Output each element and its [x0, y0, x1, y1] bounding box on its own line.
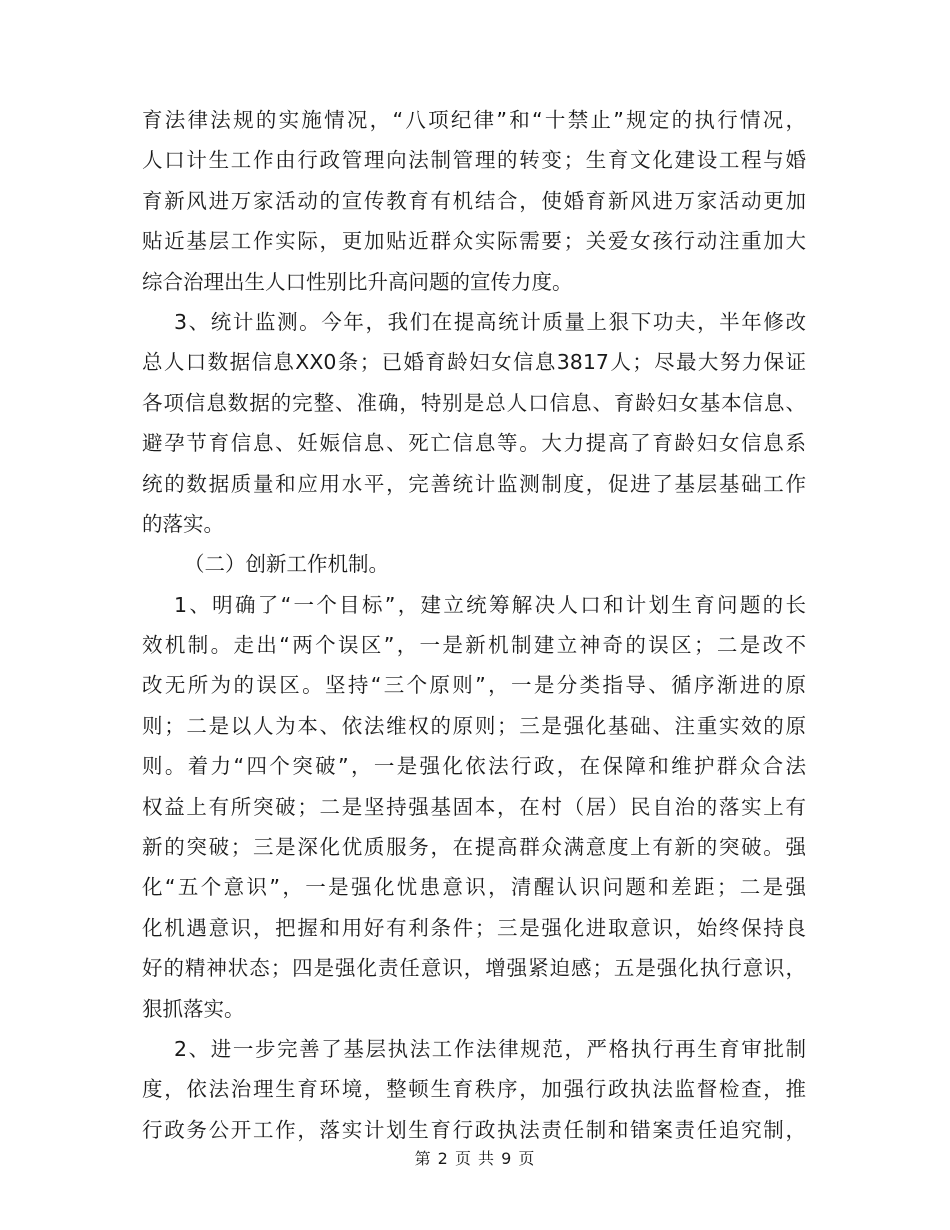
text-line: 贴近基层工作实际，更加贴近群众实际需要；关爱女孩行动注重加大 — [142, 229, 806, 254]
text-line: 化机遇意识，把握和用好有利条件；三是强化进取意识，始终保持良 — [142, 915, 806, 940]
text-line: 度，依法治理生育环境，整顿生育秩序，加强行政执法监督检查，推 — [142, 1077, 806, 1102]
text-line: 行政务公开工作，落实计划生育行政执法责任制和错案责任追究制， — [142, 1117, 806, 1142]
page-number-footer: 第 2 页 共 9 页 — [414, 1149, 536, 1168]
text-line: 效机制。走出“两个误区”，一是新机制建立神奇的误区；二是改不 — [142, 633, 806, 658]
paragraph-start-line: 2、进一步完善了基层执法工作法律规范，严格执行再生育审批制 — [174, 1036, 806, 1061]
text-line: 权益上有所突破；二是坚持强基固本，在村（居）民自治的落实上有 — [142, 794, 806, 819]
text-line: 人口计生工作由行政管理向法制管理的转变；生育文化建设工程与婚 — [142, 148, 806, 173]
text-line: 狠抓落实。 — [142, 996, 245, 1021]
text-line: 好的精神状态；四是强化责任意识，增强紧迫感；五是强化执行意识， — [142, 956, 806, 981]
text-line: 避孕节育信息、妊娠信息、死亡信息等。大力提高了育龄妇女信息系 — [142, 431, 806, 456]
text-line: 的落实。 — [142, 511, 224, 536]
text-line: 统的数据质量和应用水平，完善统计监测制度，促进了基层基础工作 — [142, 471, 806, 496]
paragraph-start-line: 3、统计监测。今年，我们在提高统计质量上狠下功夫，半年修改 — [174, 309, 806, 334]
text-line: 则；二是以人为本、依法维权的原则；三是强化基础、注重实效的原 — [142, 713, 806, 738]
text-line: 各项信息数据的完整、准确，特别是总人口信息、育龄妇女基本信息、 — [142, 390, 806, 415]
text-line: 育新风进万家活动的宣传教育有机结合，使婚育新风进万家活动更加 — [142, 188, 806, 213]
text-line: 化“五个意识”，一是强化忧患意识，清醒认识问题和差距；二是强 — [142, 875, 806, 900]
text-line: 则。着力“四个突破”，一是强化依法行政，在保障和维护群众合法 — [142, 754, 806, 779]
text-line: 综合治理出生人口性别比升高问题的宣传力度。 — [142, 269, 573, 294]
text-line: 改无所为的误区。坚持“三个原则”，一是分类指导、循序渐进的原 — [142, 673, 806, 698]
text-line: 总人口数据信息XX0条；已婚育龄妇女信息3817人；尽最大努力保证 — [142, 350, 806, 375]
section-heading: （二）创新工作机制。 — [184, 552, 389, 577]
paragraph-start-line: 1、明确了“一个目标”，建立统筹解决人口和计划生育问题的长 — [174, 592, 806, 617]
text-line: 新的突破；三是深化优质服务，在提高群众满意度上有新的突破。强 — [142, 835, 806, 860]
text-line: 育法律法规的实施情况，“八项纪律”和“十禁止”规定的执行情况， — [142, 108, 806, 132]
document-body — [142, 100, 806, 1150]
